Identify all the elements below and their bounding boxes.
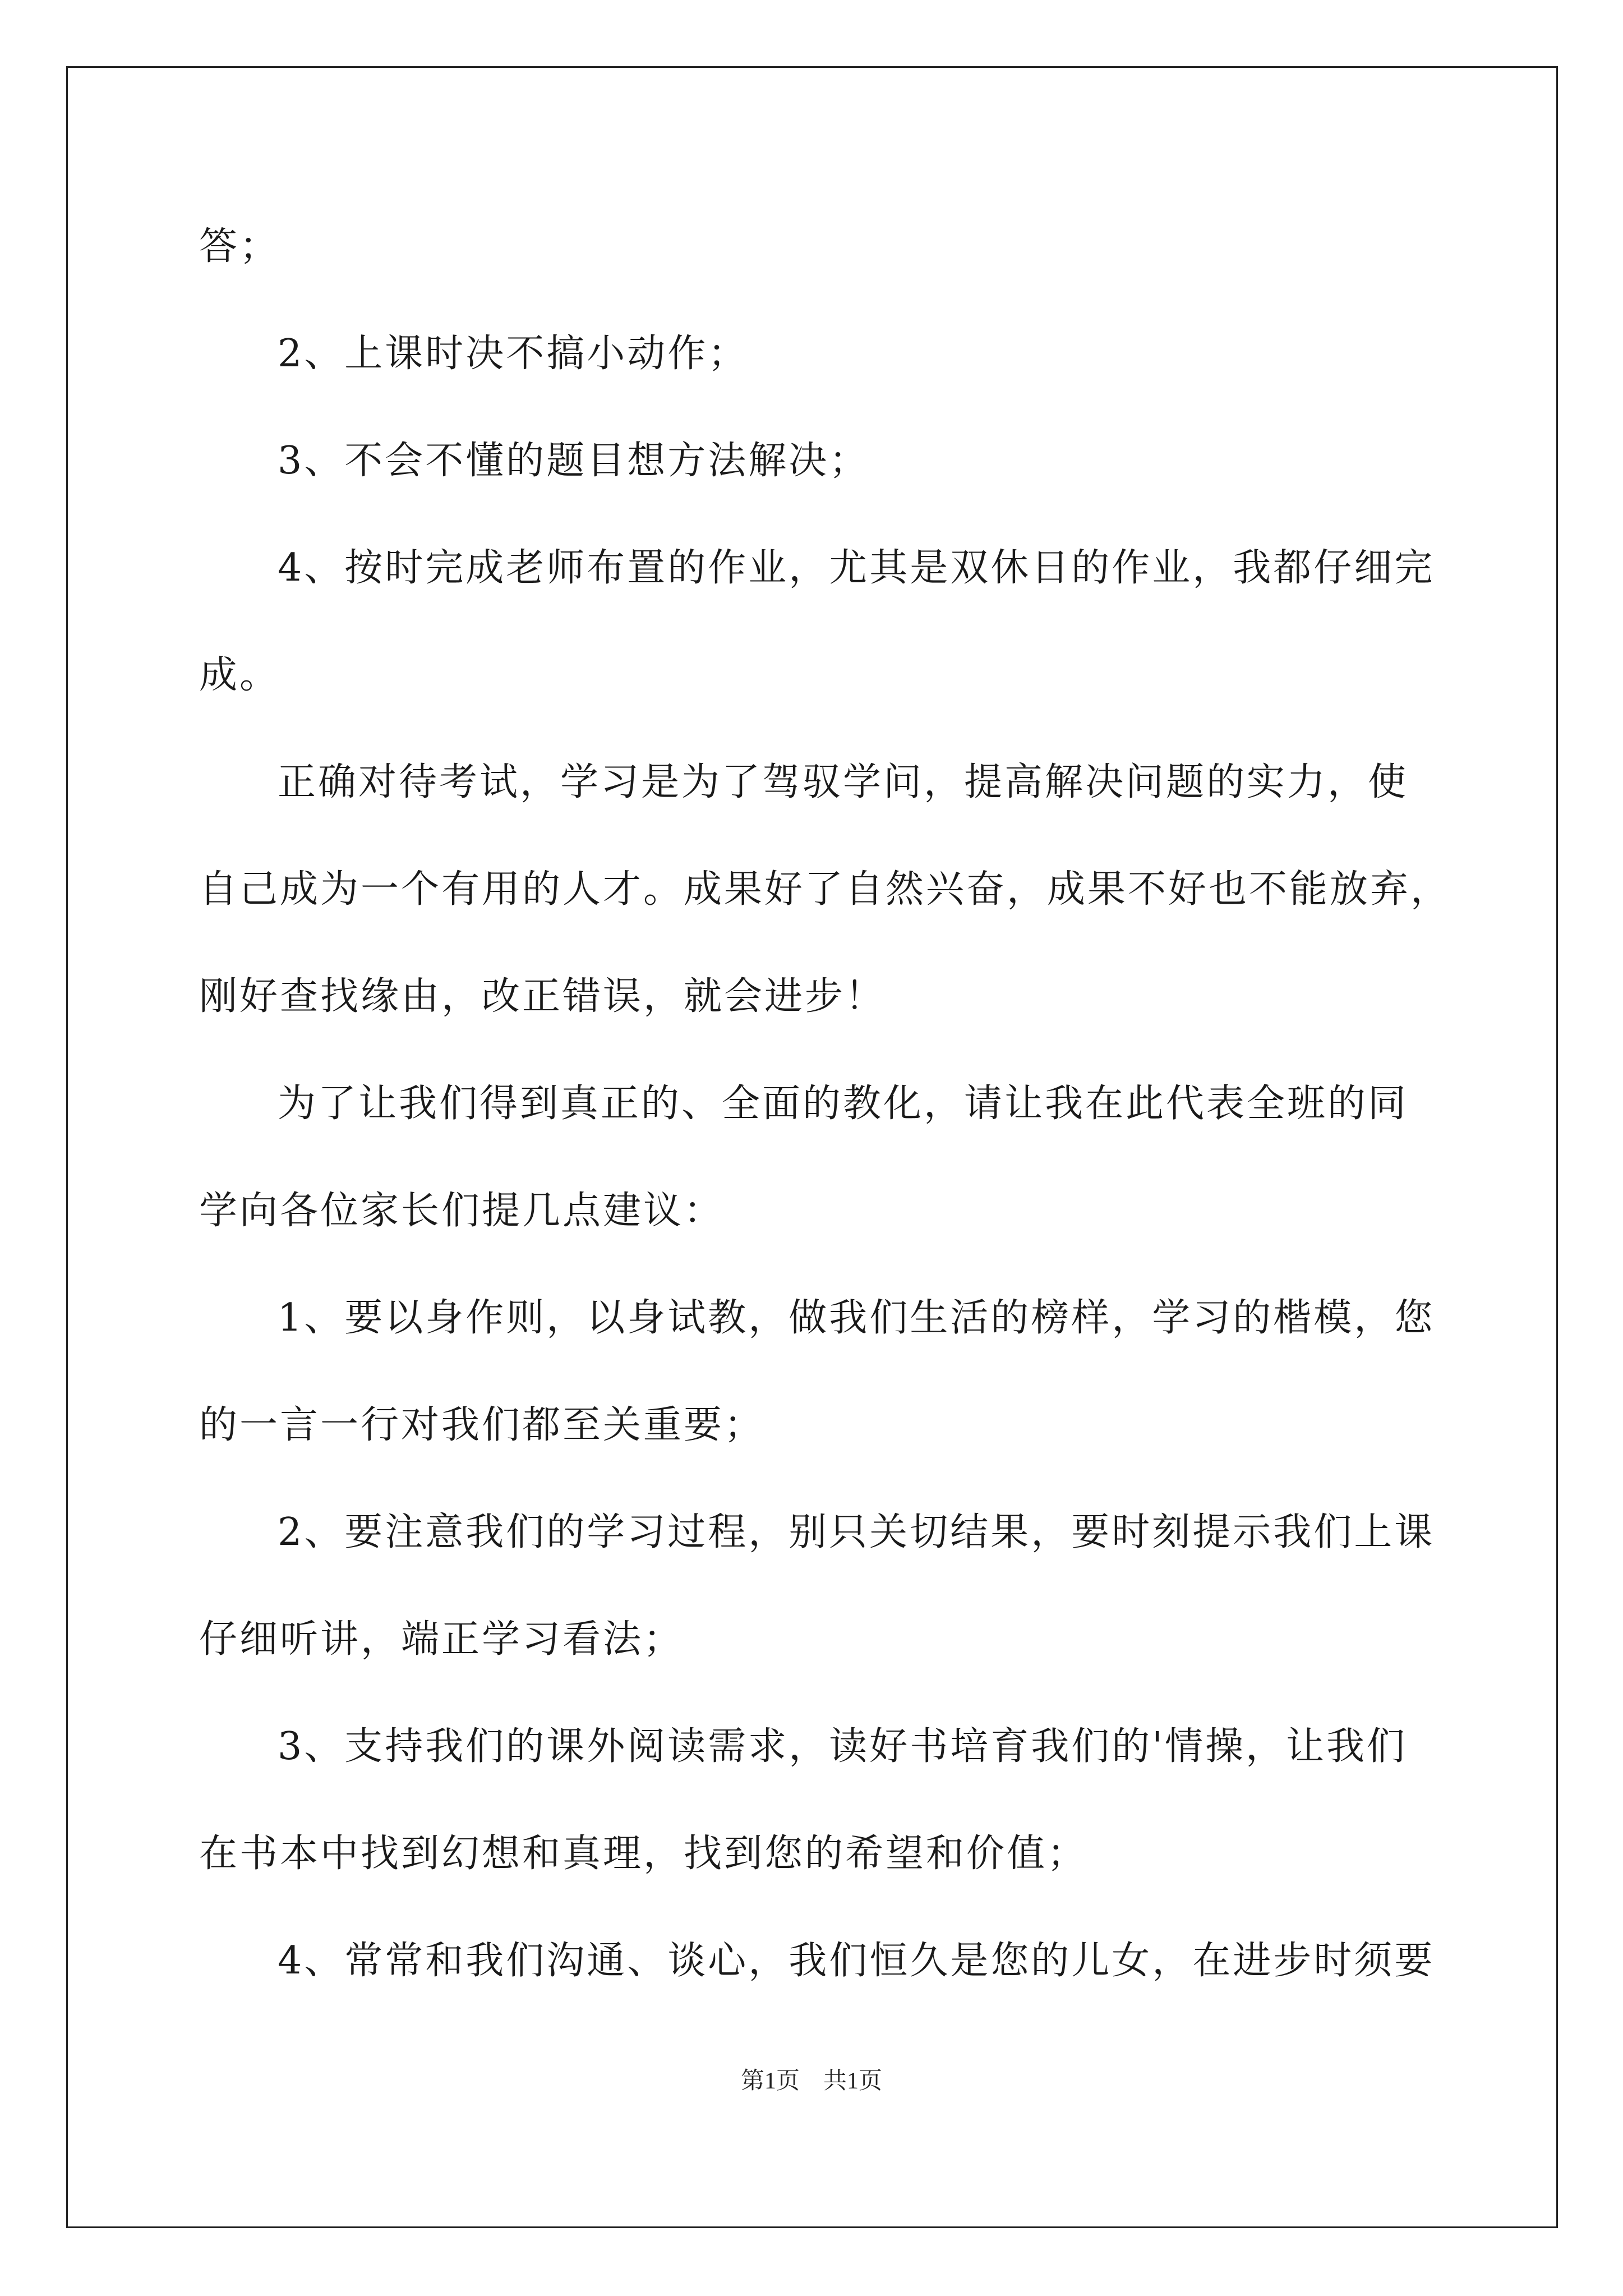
- text-line: 2、要注意我们的学习过程，别只关切结果，要时刻提示我们上课: [278, 1510, 1435, 1554]
- text-line: 3、支持我们的课外阅读需求，读好书培育我们的'情操，让我们: [278, 1724, 1407, 1769]
- text-line: 仔细听讲，端正学习看法；: [199, 1617, 684, 1662]
- page-border: [66, 66, 1558, 2228]
- page-footer: 第1页 共1页: [740, 2068, 882, 2094]
- text-line: 4、按时完成老师布置的作业，尤其是双休日的作业，我都仔细完: [278, 546, 1435, 590]
- text-line: 为了让我们得到真正的、全面的教化，请让我在此代表全班的同: [278, 1082, 1409, 1126]
- text-line: 自己成为一个有用的人才。成果好了自然兴奋，成果不好也不能放弃，: [199, 867, 1451, 912]
- text-line: 刚好查找缘由，改正错误，就会进步！: [199, 974, 886, 1019]
- text-line: 在书本中找到幻想和真理，找到您的希望和价值；: [199, 1832, 1088, 1876]
- text-line: 成。: [199, 653, 280, 697]
- text-line: 3、不会不懂的题目想方法解决；: [278, 439, 870, 483]
- text-line: 学向各位家长们提几点建议：: [199, 1189, 725, 1233]
- text-line: 1、要以身作则，以身试教，做我们生活的榜样，学习的楷模，您: [278, 1296, 1435, 1340]
- text-line: 2、上课时决不搞小动作；: [278, 332, 749, 376]
- text-line: 的一言一行对我们都至关重要；: [199, 1403, 765, 1447]
- text-line: 正确对待考试，学习是为了驾驭学问，提高解决问题的实力，使: [278, 760, 1409, 804]
- text-line: 4、常常和我们沟通、谈心，我们恒久是您的儿女，在进步时须要: [278, 1939, 1435, 1983]
- text-line: 答；: [199, 224, 280, 269]
